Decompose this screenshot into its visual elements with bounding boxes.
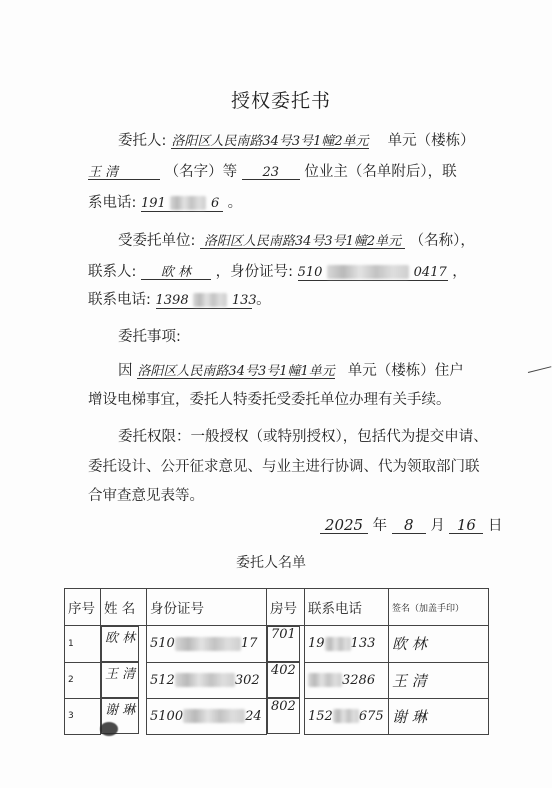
date-month-label: 月 [430, 518, 445, 534]
table-row [65, 698, 489, 734]
agent-id-start: 510 [297, 265, 323, 280]
header-room: 房号 [267, 589, 305, 626]
redaction-blur [175, 637, 241, 651]
name-list-caption: 委托人名单 [236, 555, 306, 571]
row-id: 512 302 [147, 662, 267, 698]
agent-unit-suffix: （名称）， [409, 233, 475, 249]
agent-label: 受委托单位: [118, 233, 196, 249]
unit-suffix: 单元（楼栋） [387, 133, 475, 149]
principal-name-handwriting: 王 清 [88, 166, 160, 180]
row-phone: 152 675 [305, 698, 389, 734]
agent-phone-end: 133 [231, 293, 257, 308]
authority-line-2: 委托设计、公开征求意见、与业主进行协调、代为领取部门联 [88, 459, 480, 475]
agent-id-comma: ， [452, 264, 467, 280]
agent-id-field [298, 265, 448, 281]
agent-line-3 [88, 293, 271, 309]
principal-line-1 [118, 134, 475, 149]
fingerprint-smudge [100, 722, 118, 736]
principal-line-3 [88, 196, 242, 212]
redaction-blur [183, 709, 245, 723]
redaction-blur [175, 673, 235, 687]
redaction-blur [325, 637, 351, 651]
row-name-handwriting: 谢 琳 [101, 698, 139, 734]
name-suffix: （名字）等 [164, 164, 238, 180]
matters-prefix: 因 [118, 363, 133, 379]
date-day-label: 日 [488, 518, 503, 534]
matters-label: 委托事项: [118, 329, 181, 345]
agent-phone-start: 1398 [155, 293, 189, 308]
row-no: 1 [65, 626, 101, 663]
matters-line-1 [118, 364, 464, 379]
header-no: 序号 [65, 589, 101, 626]
table-row [65, 662, 489, 698]
owner-count-handwriting: 23 [242, 166, 300, 180]
date-year-label: 年 [372, 518, 388, 534]
name-list-table [64, 588, 489, 735]
row-no: 3 [65, 698, 101, 734]
row-signature: 欧 林 [389, 626, 489, 663]
agent-line-1 [118, 234, 475, 249]
agent-line-2 [88, 265, 467, 281]
row-room: 402 [267, 662, 300, 698]
authority-line-3: 合审查意见表等。 [88, 488, 204, 504]
id-label: ，身份证号: [215, 264, 293, 280]
redaction-blur [170, 196, 206, 210]
header-id: 身份证号 [147, 589, 267, 626]
agent-id-end: 0417 [413, 265, 447, 280]
redaction-blur [308, 673, 342, 687]
principal-phone-period: 。 [227, 195, 243, 211]
header-signature: 签名（加盖手印） [389, 589, 489, 626]
header-name: 姓 名 [101, 589, 147, 626]
pen-mark-right-margin [528, 366, 552, 373]
table-header-row [65, 589, 489, 626]
row-name-handwriting: 王 清 [101, 662, 139, 698]
date-day-handwriting: 16 [449, 518, 483, 534]
date-line [320, 518, 503, 534]
principal-address-handwriting: 洛阳区人民南路34号3号1幢2单元 [171, 134, 369, 149]
principal-label: 委托人: [118, 133, 167, 149]
matters-line-2: 增设电梯事宜，委托人特委托受委托单位办理有关手续。 [88, 392, 451, 408]
authority-line-1: 委托权限：一般授权（或特别授权），包括代为提交申请、 [118, 429, 488, 445]
row-phone: 3286 [305, 662, 389, 698]
row-room: 701 [267, 626, 300, 662]
agent-phone-period: 。 [256, 292, 271, 308]
row-id: 5100 24 [147, 698, 267, 734]
matters-suffix: 单元（楼栋）住户 [347, 363, 464, 379]
contact-name-handwriting: 欧 林 [141, 266, 211, 280]
date-year-handwriting: 2025 [320, 518, 368, 534]
agent-phone-field [155, 293, 257, 309]
agent-phone-label: 联系电话: [88, 292, 151, 308]
row-room: 802 [267, 698, 300, 734]
principal-phone-start: 191 [141, 196, 166, 211]
date-month-handwriting: 8 [392, 518, 426, 534]
row-signature: 谢 琳 [389, 698, 489, 734]
table-row [65, 626, 489, 663]
principal-phone-end: 6 [211, 196, 220, 211]
row-id: 510 17 [147, 626, 267, 663]
redaction-blur [327, 265, 409, 279]
row-phone: 19 133 [305, 626, 389, 663]
owner-count-suffix: 位业主（名单附后），联 [304, 164, 457, 180]
principal-phone-label: 系电话: [88, 195, 137, 211]
row-signature: 王 清 [389, 662, 489, 698]
principal-phone-field [141, 196, 223, 212]
matters-address-handwriting: 洛阳区人民南路34号3号1幢1单元 [137, 364, 335, 379]
principal-line-2 [88, 165, 457, 180]
row-no: 2 [65, 662, 101, 698]
redaction-blur [333, 709, 359, 723]
contact-label: 联系人: [88, 264, 137, 280]
row-name-handwriting: 欧 林 [101, 626, 139, 662]
document-title: 授权委托书 [231, 90, 332, 112]
agent-unit-handwriting: 洛阳区人民南路34号3号1幢2单元 [200, 235, 405, 249]
redaction-blur [193, 293, 227, 307]
header-phone: 联系电话 [305, 589, 389, 626]
